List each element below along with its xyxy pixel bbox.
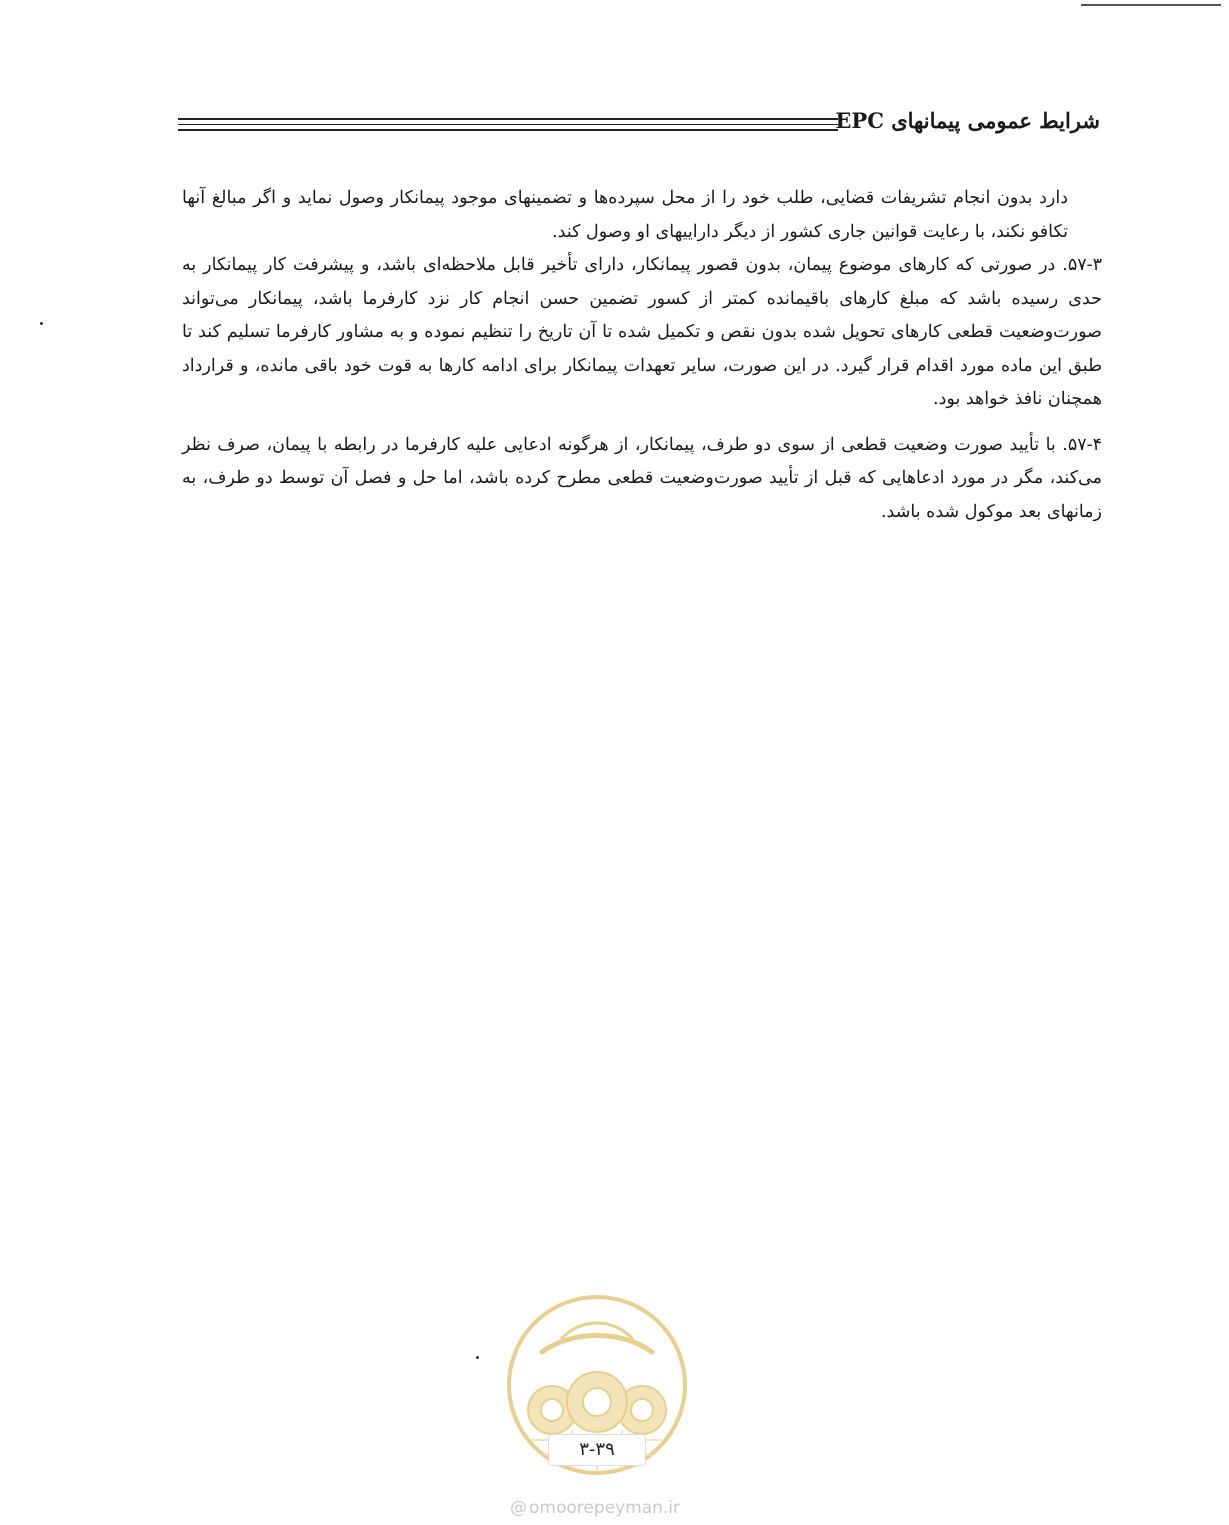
clause-number: ۵۷-۴. [1062,434,1102,455]
paragraph-text: دارد بدون انجام تشریفات قضایی، طلب خود را از محل سپرده‌ها و تضمینهای موجود پیمانکار وصول نماید و اگر مبالغ آنها تکافو نکند، با رعایت قوانین جاری کشور از دیگر داراییهای او وصول کند. [182,188,1068,242]
paragraph-text: با تأیید صورت وضعیت قطعی از سوی دو طرف، پیمانکار، از هرگونه ادعایی علیه کارفرما در رابطه با پیمان، صرف نظر می‌کند، مگر در مورد ادعاهایی که قبل از تأیید صورت‌وضعیت قطعی مطرح کرده باشد، اما حل و فصل آن توسط دو طرف، به زمانهای بعد موکول شده باشد. [182,434,1102,522]
scan-speck [40,322,43,325]
page-number: ۳-۳۹ [548,1434,646,1466]
paragraph-continuation [182,182,1102,249]
scan-mark [1081,4,1221,6]
watermark-text: omoorepeyman.ir [529,1498,681,1518]
at-icon: @ [510,1498,527,1518]
scan-speck [476,1356,479,1359]
watermark [510,1498,730,1518]
clause-57-4 [182,429,1102,530]
clause-number: ۵۷-۳. [1062,255,1102,275]
clause-57-3 [182,249,1102,417]
paragraph-text: در صورتی که کارهای موضوع پیمان، بدون قصور پیمانکار، دارای تأخیر قابل ملاحظه‌ای باشد، و پیشرفت کار پیمانکار به حدی رسیده باشد که مبلغ کارهای باقیمانده کمتر از کسور تضمین حسن انجام کار نزد کارفرما باشد، پیمانکار می‌تواند صورت‌وضعیت قطعی کارهای تحویل شده بدون نقص و تکمیل شده تا آن تاریخ را تنظیم نموده و به مشاور کارفرما تسلیم کند تا طبق این ماده مورد اقدام قرار گیرد. در این صورت، سایر تعهدات پیمانکار برای ادامه کارها به قوت خود باقی مانده، و قرارداد همچنان نافذ خواهد بود. [182,255,1102,409]
header-rule [178,118,838,135]
page-title: شرایط عمومی پیمانهای EPC [835,108,1100,133]
page-header [178,108,1100,154]
document-body [182,182,1102,529]
